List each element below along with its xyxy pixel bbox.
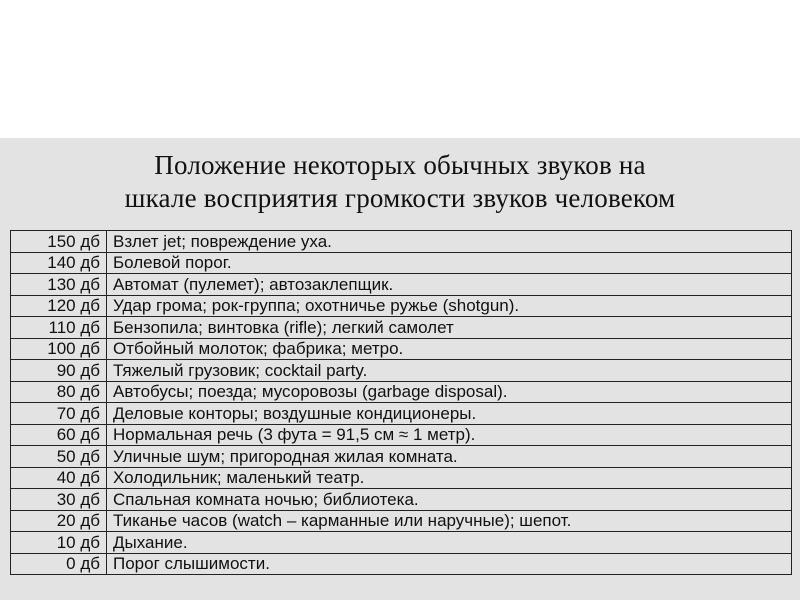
table-row	[11, 403, 792, 425]
table-row	[11, 338, 792, 360]
table-row	[11, 360, 792, 382]
table-row	[11, 231, 792, 253]
sound-description-cell: Деловые конторы; воздушные кондиционеры.	[107, 403, 792, 425]
sound-level-cell: 120 дб	[11, 295, 107, 317]
sound-level-cell: 20 дб	[11, 510, 107, 532]
sound-level-table	[10, 230, 792, 575]
sound-description-cell: Нормальная речь (3 фута = 91,5 см ≈ 1 метр).	[107, 424, 792, 446]
sound-level-cell: 110 дб	[11, 317, 107, 339]
sound-description-cell: Тиканье часов (watch – карманные или наручные); шепот.	[107, 510, 792, 532]
sound-description-cell: Уличные шум; пригородная жилая комната.	[107, 446, 792, 468]
sound-level-cell: 140 дб	[11, 252, 107, 274]
sound-level-cell: 0 дб	[11, 553, 107, 575]
sound-description-cell: Удар грома; рок-группа; охотничье ружье (shotgun).	[107, 295, 792, 317]
sound-description-cell: Взлет jet; повреждение уха.	[107, 231, 792, 253]
sound-level-cell: 150 дб	[11, 231, 107, 253]
slide-title	[0, 149, 800, 215]
sound-level-cell: 80 дб	[11, 381, 107, 403]
table-row	[11, 553, 792, 575]
table-row	[11, 274, 792, 296]
table-row	[11, 532, 792, 554]
sound-description-cell: Порог слышимости.	[107, 553, 792, 575]
table-row	[11, 446, 792, 468]
sound-description-cell: Спальная комната ночью; библиотека.	[107, 489, 792, 511]
table-row	[11, 381, 792, 403]
table-row	[11, 295, 792, 317]
sound-level-cell: 100 дб	[11, 338, 107, 360]
table-row	[11, 317, 792, 339]
sound-description-cell: Дыхание.	[107, 532, 792, 554]
table-row	[11, 489, 792, 511]
sound-description-cell: Болевой порог.	[107, 252, 792, 274]
sound-level-cell: 60 дб	[11, 424, 107, 446]
sound-level-cell: 50 дб	[11, 446, 107, 468]
sound-level-cell: 30 дб	[11, 489, 107, 511]
sound-description-cell: Автомат (пулемет); автозаклепщик.	[107, 274, 792, 296]
sound-description-cell: Тяжелый грузовик; cocktail party.	[107, 360, 792, 382]
table-row	[11, 510, 792, 532]
table-row	[11, 467, 792, 489]
sound-description-cell: Автобусы; поезда; мусоровозы (garbage disposal).	[107, 381, 792, 403]
slide-title-line-2: шкале восприятия громкости звуков человеком	[124, 183, 676, 213]
sound-level-cell: 130 дб	[11, 274, 107, 296]
slide-title-line-1: Положение некоторых обычных звуков на	[154, 150, 646, 180]
sound-level-cell: 90 дб	[11, 360, 107, 382]
table-row	[11, 252, 792, 274]
sound-level-cell: 40 дб	[11, 467, 107, 489]
sound-description-cell: Отбойный молоток; фабрика; метро.	[107, 338, 792, 360]
sound-description-cell: Бензопила; винтовка (rifle); легкий самолет	[107, 317, 792, 339]
table-row	[11, 424, 792, 446]
sound-level-cell: 70 дб	[11, 403, 107, 425]
sound-level-table-body	[11, 231, 792, 575]
sound-description-cell: Холодильник; маленький театр.	[107, 467, 792, 489]
sound-level-cell: 10 дб	[11, 532, 107, 554]
